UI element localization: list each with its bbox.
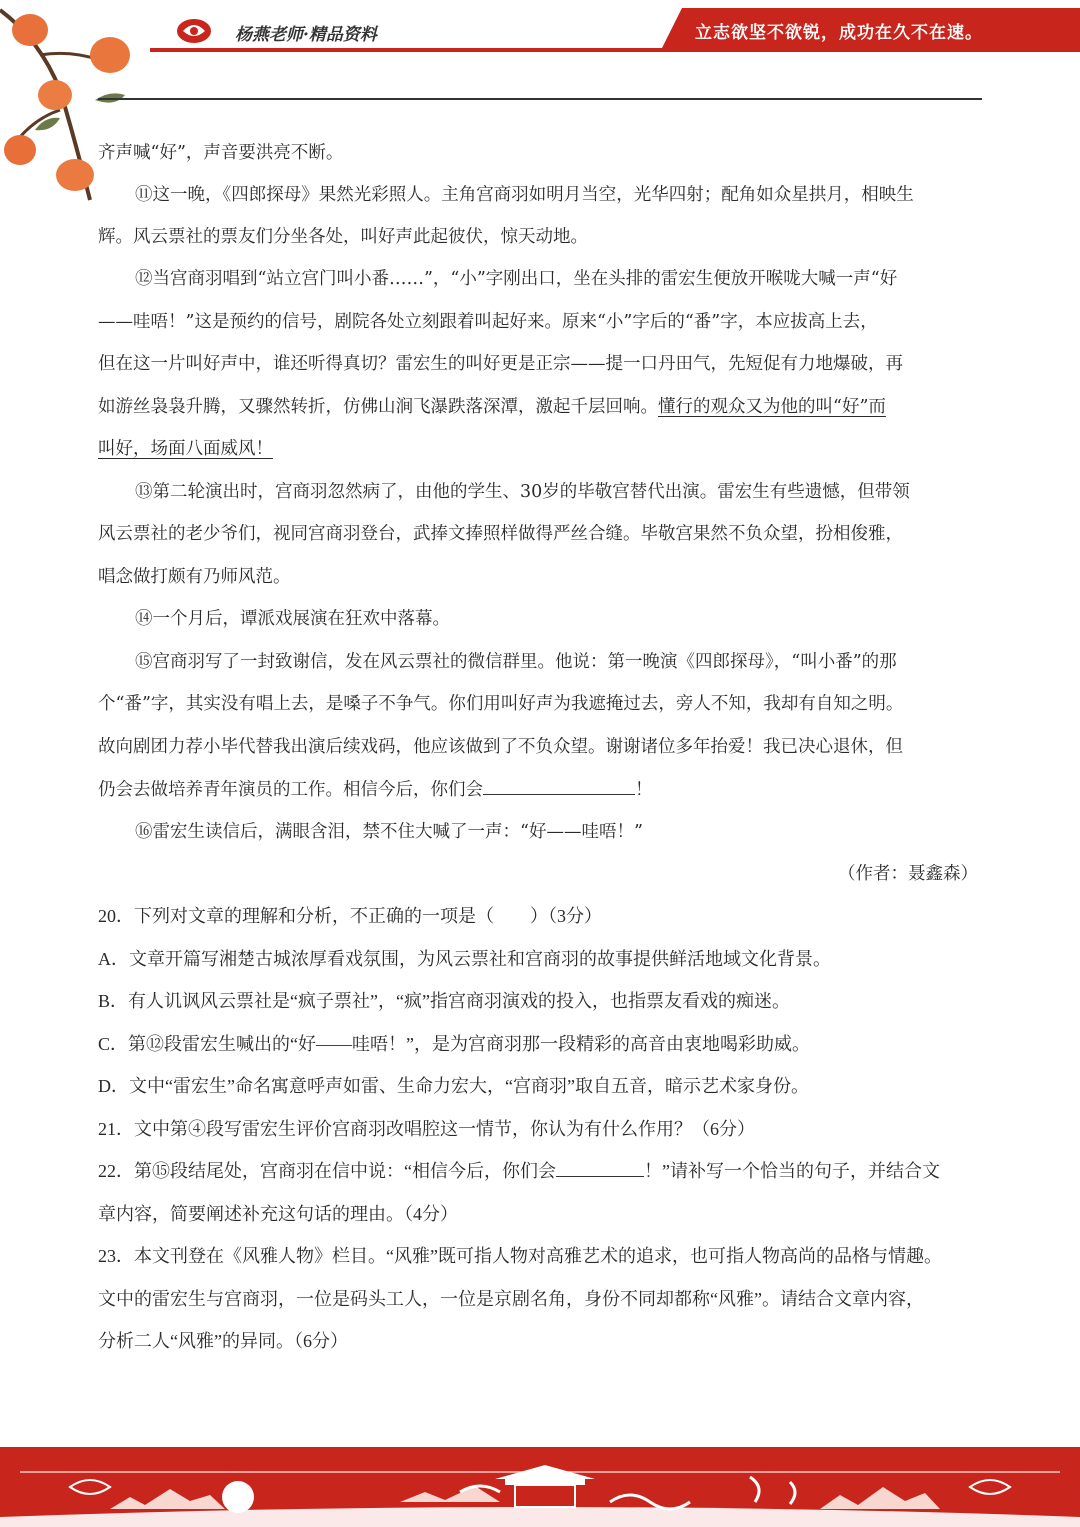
text-line	[98, 394, 886, 420]
paragraph-16: ⑯雷宏生读信后，满眼含泪，禁不住大喊了一声：“好——哇唔！”	[135, 822, 643, 842]
brand-logo-icon	[175, 15, 213, 45]
text-line: 个“番”字，其实没有唱上去，是嗓子不争气。你们用叫好声为我遮掩过去，旁人不知，我却有自知之明。	[98, 694, 904, 714]
question-21: 21．文中第④段写雷宏生评价宫商羽改唱腔这一情节，你认为有什么作用？（6分）	[98, 1119, 755, 1139]
text-line: 故向剧团力荐小毕代替我出演后续戏码，他应该做到了不负众望。谢谢诸位多年抬爱！我已决心退休，但	[98, 737, 903, 757]
text-line: 但在这一片叫好声中，谁还听得真切？雷宏生的叫好更是正宗——提一口丹田气，先短促有力地爆破，再	[98, 354, 903, 374]
question-23: 23．本文刊登在《风雅人物》栏目。“风雅”既可指人物对高雅艺术的追求，也可指人物高尚的品格与情趣。	[98, 1246, 942, 1266]
option-c: C．第⑫段雷宏生喊出的“好——哇唔！”，是为宫商羽那一段精彩的高音由衷地喝彩助威。	[98, 1034, 810, 1054]
text-line: 分析二人“风雅”的异同。（6分）	[98, 1331, 348, 1351]
motto-text: 立志欲坚不欲锐，成功在久不在速。	[695, 23, 983, 43]
author-credit: （作者：聂鑫森）	[838, 864, 978, 884]
option-d: D．文中“雷宏生”命名寓意呼声如雷、生命力宏大，“宫商羽”取自五音，暗示艺术家身份。	[98, 1076, 809, 1096]
paragraph-14: ⑭一个月后，谭派戏展演在狂欢中落幕。	[135, 609, 450, 629]
persimmon-branch-decoration	[0, 0, 150, 210]
paragraph-11: ⑪这一晚，《四郎探母》果然光彩照人。主角宫商羽如明月当空，光华四射；配角如众星拱月，相映生	[135, 185, 914, 205]
text-span: ！	[635, 780, 653, 800]
page-header	[0, 0, 1080, 70]
text-span: ！”请补写一个恰当的句子，并结合文	[644, 1161, 940, 1181]
paragraph-15: ⑮宫商羽写了一封致谢信，发在风云票社的微信群里。他说：第一晚演《四郎探母》，“叫小番”的那	[135, 652, 897, 672]
question-22	[98, 1158, 940, 1184]
footer-decoration	[0, 1447, 1080, 1527]
fill-in-blank	[483, 776, 635, 795]
text-line: 唱念做打颇有乃师风范。	[98, 567, 291, 587]
text-line: 章内容，简要阐述补充这句话的理由。（4分）	[98, 1204, 458, 1224]
question-20: 20．下列对文章的理解和分析，不正确的一项是（ ）（3分）	[98, 906, 602, 926]
underlined-sentence: 懂行的观众又为他的叫“好”而	[658, 397, 886, 417]
text-span: 如游丝袅袅升腾，又骤然转折，仿佛山涧飞瀑跌落深潭，激起千层回响。	[98, 397, 658, 417]
paragraph-12: ⑫当宫商羽唱到“站立宫门叫小番……”，“小”字刚出口，坐在头排的雷宏生便放开喉咙大喊一声“好	[135, 269, 898, 289]
text-line: 辉。风云票社的票友们分坐各处，叫好声此起彼伏，惊天动地。	[98, 227, 588, 247]
text-line: 齐声喊“好”，声音要洪亮不断。	[98, 143, 344, 163]
page-footer	[0, 1447, 1080, 1527]
text-span: 仍会去做培养青年演员的工作。相信今后，你们会	[98, 780, 483, 800]
fill-in-blank	[556, 1158, 644, 1177]
paragraph-13: ⑬第二轮演出时，宫商羽忽然病了，由他的学生、30岁的毕敬宫替代出演。雷宏生有些遗憾，但带领	[135, 482, 910, 502]
text-line: 文中的雷宏生与宫商羽，一位是码头工人，一位是京剧名角，身份不同却都称“风雅”。请结合文章内容，	[98, 1289, 924, 1309]
underlined-sentence: 叫好，场面八面威风！	[98, 439, 273, 459]
top-divider	[98, 98, 982, 100]
brand-name: 杨燕老师·精品资料	[235, 25, 377, 45]
text-span: 22．第⑮段结尾处，宫商羽在信中说：“相信今后，你们会	[98, 1161, 556, 1181]
text-line: ——哇唔！”这是预约的信号，剧院各处立刻跟着叫起好来。原来“小”字后的“番”字，本应拔高上去，	[98, 312, 878, 332]
text-line: 风云票社的老少爷们，视同宫商羽登台，武捧文捧照样做得严丝合缝。毕敬宫果然不负众望，扮相俊雅，	[98, 524, 903, 544]
option-a: A．文章开篇写湘楚古城浓厚看戏氛围，为风云票社和宫商羽的故事提供鲜活地域文化背景。	[98, 949, 831, 969]
option-b: B．有人讥讽风云票社是“疯子票社”，“疯”指宫商羽演戏的投入，也指票友看戏的痴迷。	[98, 991, 790, 1011]
text-line	[98, 776, 653, 803]
